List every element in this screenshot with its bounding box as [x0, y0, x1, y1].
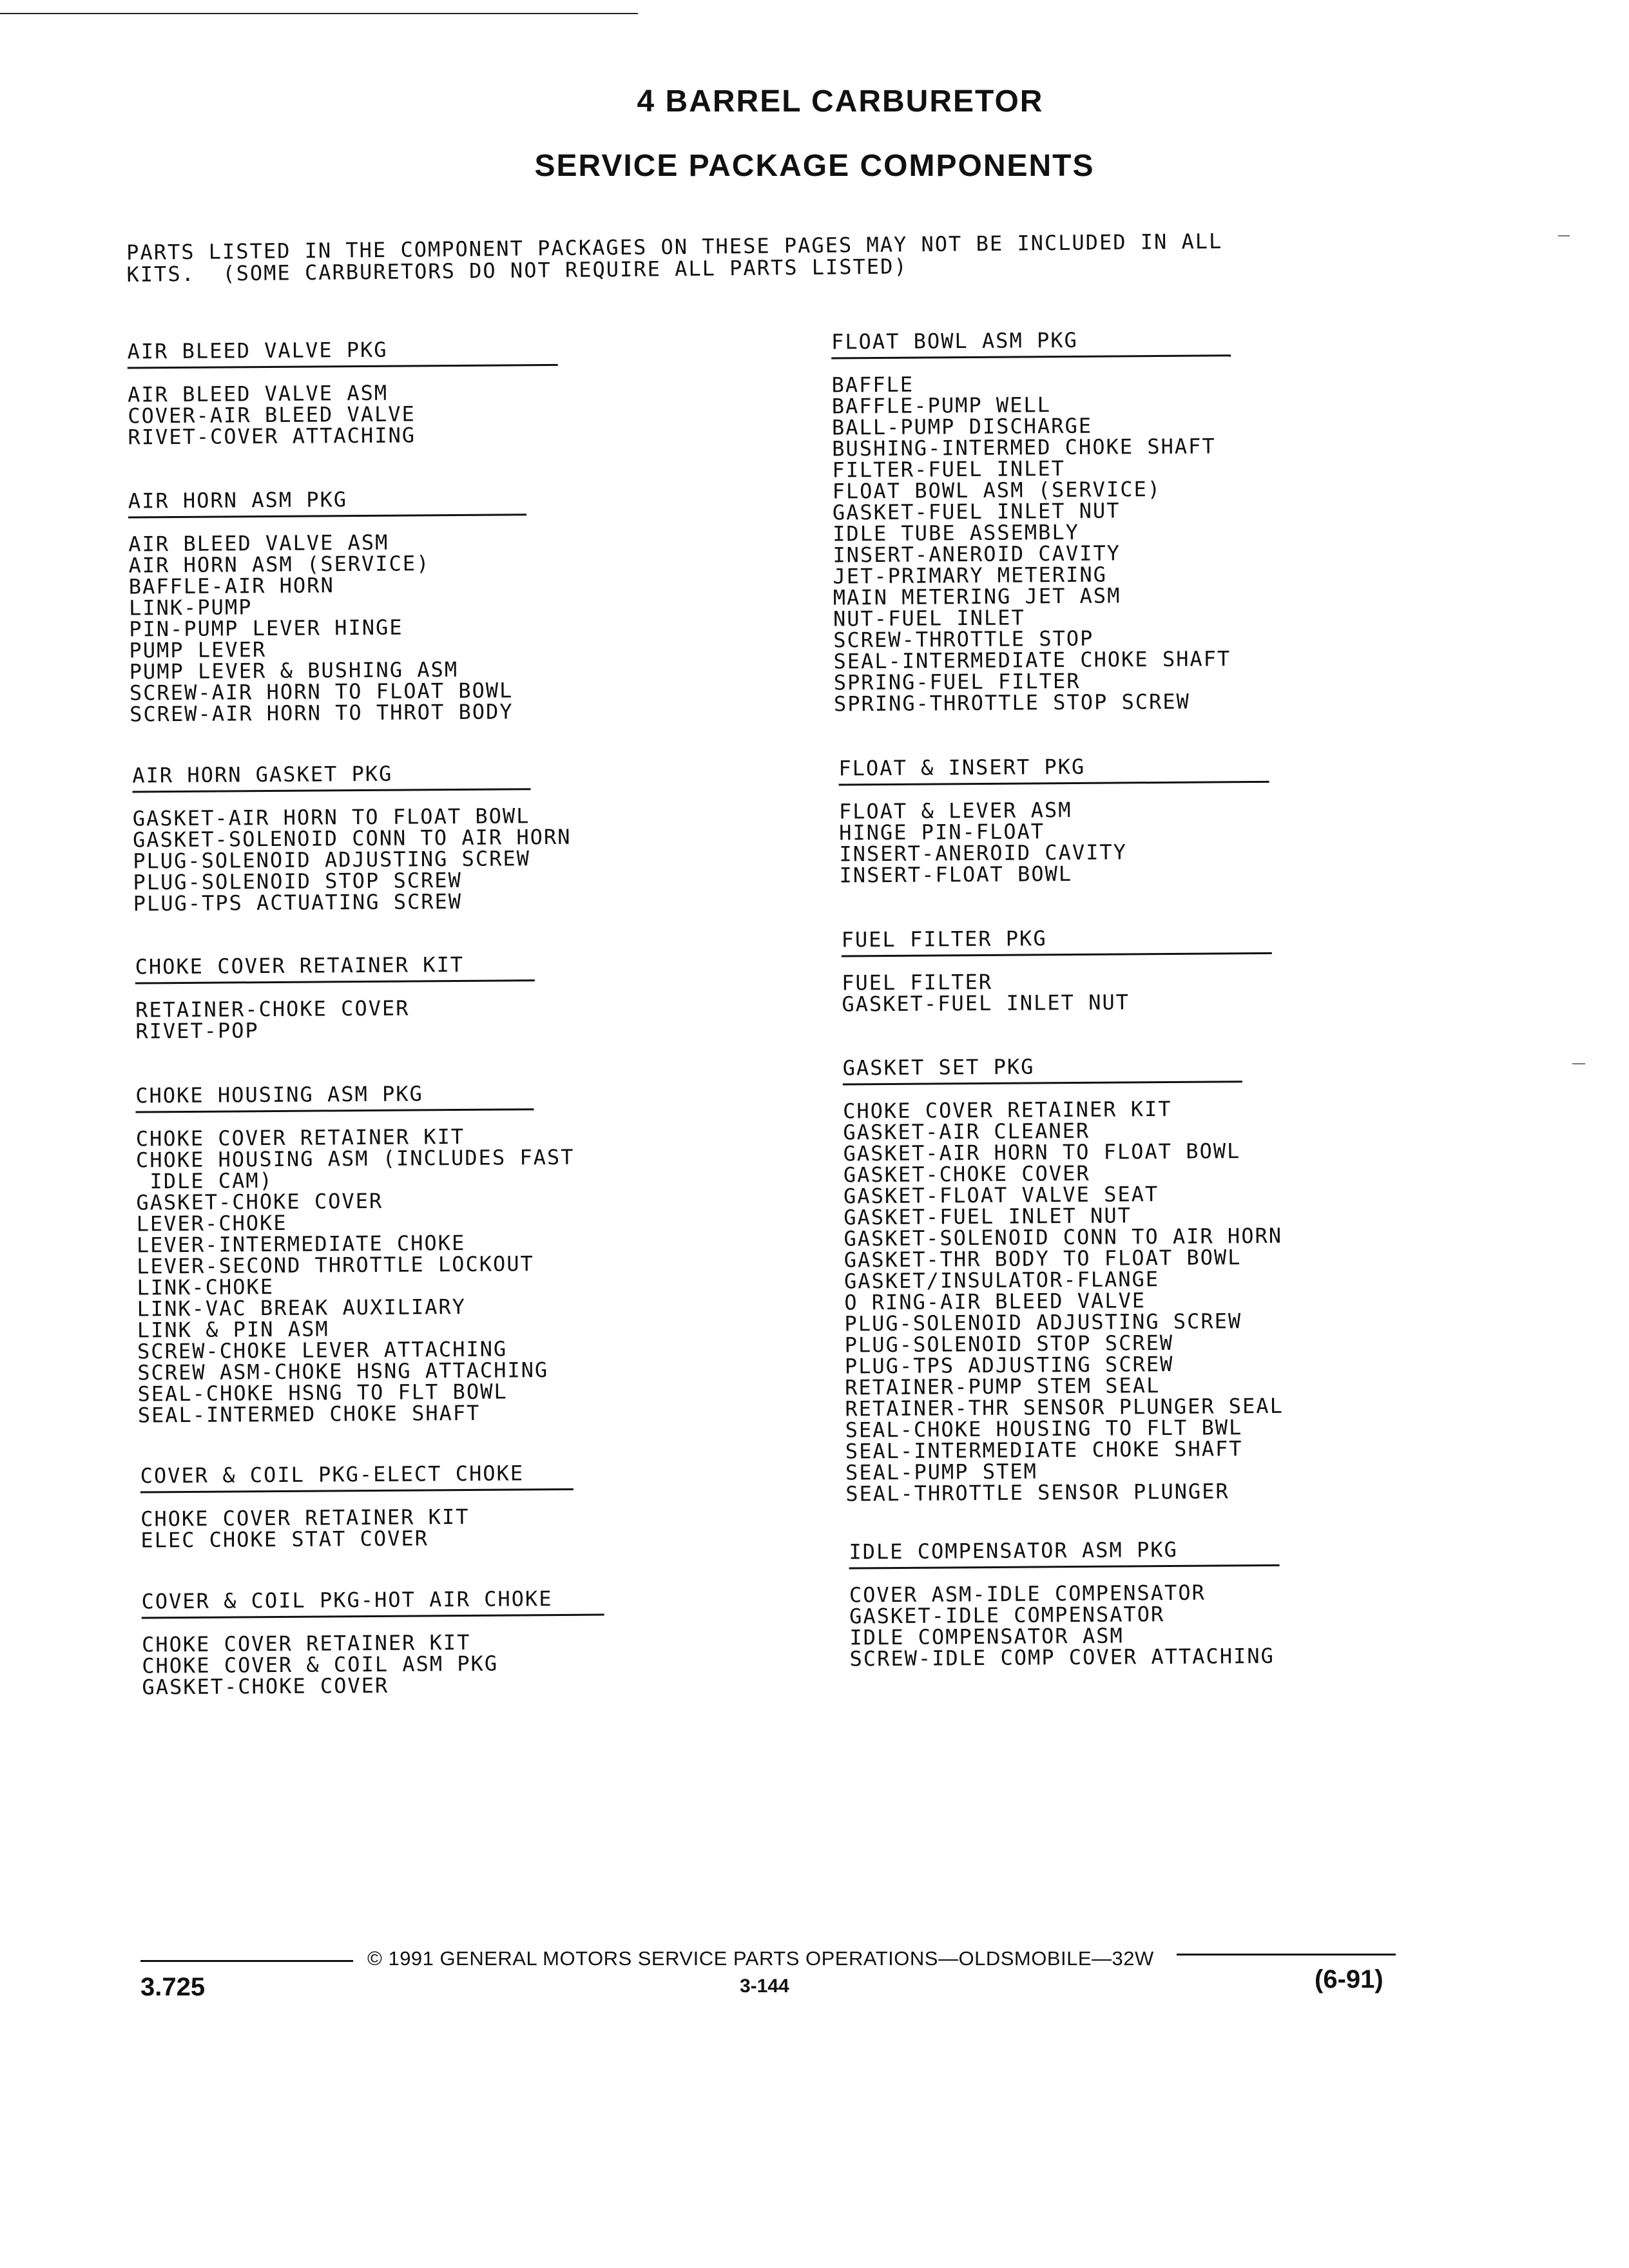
list-item: CHOKE COVER RETAINER KIT: [141, 1629, 471, 1657]
list-item: SCREW-AIR HORN TO THROT BODY: [130, 699, 514, 727]
list-item: FILTER-FUEL INLET: [832, 456, 1066, 483]
list-item: SEAL-PUMP STEM: [845, 1459, 1037, 1485]
package-heading: COVER & COIL PKG-HOT AIR CHOKE: [141, 1587, 604, 1619]
margin-mark: [1558, 235, 1570, 236]
package-items: [842, 969, 1306, 1015]
list-item: SPRING-FUEL FILTER: [833, 668, 1081, 695]
list-item: SEAL-INTERMEDIATE CHOKE SHAFT: [845, 1436, 1243, 1464]
list-item: GASKET-CHOKE COVER: [136, 1188, 383, 1215]
list-item: CHOKE COVER RETAINER KIT: [135, 1124, 465, 1151]
package-items: [128, 530, 593, 725]
package-idle-compensator-asm: [849, 1537, 1313, 1669]
top-rule: [0, 13, 638, 14]
list-item: GASKET-FUEL INLET NUT: [832, 498, 1121, 525]
page-title: 4 BARREL CARBURETOR: [637, 84, 1044, 119]
footer-code: 3.725: [140, 1973, 206, 2001]
list-item: CHOKE COVER RETAINER KIT: [140, 1504, 470, 1532]
footer-page-number: 3-144: [740, 1975, 789, 1997]
list-item: CHOKE COVER & COIL ASM PKG: [142, 1651, 499, 1678]
list-item: FUEL FILTER: [841, 969, 993, 995]
list-item: O RING-AIR BLEED VALVE: [844, 1288, 1146, 1315]
list-item: AIR HORN ASM (SERVICE): [128, 551, 430, 578]
list-item: GASKET-CHOKE COVER: [142, 1673, 389, 1700]
list-item: GASKET-AIR HORN TO FLOAT BOWL: [132, 803, 530, 831]
footer-rule-right: [1177, 1954, 1396, 1956]
list-item: FLOAT & LEVER ASM: [838, 797, 1072, 824]
list-item: SEAL-INTERMEDIATE CHOKE SHAFT: [833, 646, 1231, 674]
list-item: IDLE CAM): [136, 1168, 273, 1194]
list-item: GASKET-SOLENOID CONN TO AIR HORN: [843, 1223, 1283, 1251]
list-item: RETAINER-THR SENSOR PLUNGER SEAL: [845, 1393, 1284, 1421]
list-item: IDLE COMPENSATOR ASM: [849, 1623, 1124, 1650]
package-heading: COVER & COIL PKG-ELECT CHOKE: [140, 1461, 574, 1494]
package-cover-coil-elect-choke: [140, 1461, 605, 1551]
footer-copyright: © 1991 GENERAL MOTORS SERVICE PARTS OPERATIONS—OLDSMOBILE—32W: [367, 1947, 1154, 1970]
footer-date: (6-91): [1315, 1965, 1383, 1994]
package-fuel-filter: [842, 925, 1306, 1015]
list-item: HINGE PIN-FLOAT: [838, 819, 1045, 845]
package-items: [831, 371, 1298, 715]
list-item: PLUG-SOLENOID ADJUSTING SCREW: [844, 1309, 1242, 1336]
list-item: PLUG-SOLENOID STOP SCREW: [844, 1330, 1174, 1358]
package-items: [140, 1505, 604, 1551]
list-item: GASKET-CHOKE COVER: [843, 1160, 1090, 1187]
list-item: INSERT-ANEROID CAVITY: [833, 541, 1121, 568]
list-item: GASKET/INSULATOR-FLANGE: [843, 1267, 1160, 1294]
footer-rule-left: [140, 1960, 353, 1962]
list-item: GASKET-THR BODY TO FLOAT BOWL: [843, 1245, 1242, 1273]
list-item: ELEC CHOKE STAT COVER: [140, 1526, 429, 1553]
list-item: BAFFLE-AIR HORN: [128, 573, 334, 599]
package-items: [133, 805, 597, 914]
list-item: BALL-PUMP DISCHARGE: [831, 413, 1093, 440]
list-item: GASKET-AIR CLEANER: [843, 1118, 1090, 1145]
intro-note: PARTS LISTED IN THE COMPONENT PACKAGES ON THESE PAGES MAY NOT BE INCLUDED IN ALL KITS. (SOME CARBURETORS DO NOT REQUIRE ALL PARTS LISTED): [126, 229, 1223, 287]
margin-mark: [1572, 1063, 1585, 1064]
package-air-bleed-valve: [127, 336, 592, 448]
package-heading: GASKET SET PKG: [843, 1053, 1242, 1085]
list-item: GASKET-SOLENOID CONN TO AIR HORN: [132, 824, 572, 852]
list-item: SCREW-IDLE COMP COVER ATTACHING: [849, 1643, 1275, 1671]
list-item: JET-PRIMARY METERING: [833, 562, 1108, 589]
package-gasket-set: [843, 1053, 1310, 1504]
package-cover-coil-hot-air-choke: [141, 1586, 606, 1698]
package-items: [843, 1097, 1309, 1504]
package-items: [128, 381, 592, 448]
package-items: [142, 1631, 606, 1698]
list-item: LINK-CHOKE: [137, 1274, 275, 1300]
list-item: PIN-PUMP LEVER HINGE: [129, 615, 403, 642]
package-items: [136, 1125, 602, 1426]
list-item: GASKET-FLOAT VALVE SEAT: [843, 1182, 1159, 1209]
list-item: NUT-FUEL INLET: [833, 605, 1025, 631]
list-item: LINK-VAC BREAK AUXILIARY: [137, 1294, 467, 1321]
package-choke-housing-asm: [135, 1081, 602, 1426]
list-item: SCREW ASM-CHOKE HSNG ATTACHING: [137, 1358, 549, 1385]
list-item: INSERT-ANEROID CAVITY: [839, 840, 1128, 867]
list-item: BAFFLE: [831, 372, 914, 398]
list-item: RETAINER-CHOKE COVER: [135, 995, 410, 1023]
list-item: RETAINER-PUMP STEM SEAL: [845, 1373, 1161, 1400]
list-item: BUSHING-INTERMED CHOKE SHAFT: [832, 434, 1216, 461]
list-item: PLUG-TPS ACTUATING SCREW: [133, 889, 463, 916]
package-choke-cover-retainer: [135, 952, 600, 1042]
list-item: RIVET-COVER ATTACHING: [128, 423, 416, 450]
list-item: PLUG-SOLENOID ADJUSTING SCREW: [133, 846, 531, 874]
list-item: PLUG-SOLENOID STOP SCREW: [133, 867, 462, 895]
package-heading: AIR HORN GASKET PKG: [132, 761, 530, 793]
list-item: FLOAT BOWL ASM (SERVICE): [832, 476, 1162, 504]
package-heading: FLOAT & INSERT PKG: [838, 754, 1269, 786]
list-item: LEVER-SECOND THROTTLE LOCKOUT: [136, 1251, 534, 1279]
list-item: AIR BLEED VALVE ASM: [128, 530, 389, 557]
list-item: SEAL-INTERMED CHOKE SHAFT: [137, 1400, 481, 1428]
list-item: SEAL-CHOKE HSNG TO FLT BOWL: [137, 1379, 508, 1407]
package-heading: FUEL FILTER PKG: [842, 925, 1272, 957]
list-item: LEVER-INTERMEDIATE CHOKE: [136, 1230, 466, 1258]
list-item: SCREW-CHOKE LEVER ATTACHING: [137, 1336, 508, 1364]
package-float-insert: [838, 753, 1303, 886]
list-item: SPRING-THROTTLE STOP SCREW: [833, 689, 1190, 716]
list-item: LINK & PIN ASM: [137, 1316, 329, 1343]
package-air-horn-gasket: [132, 760, 597, 914]
list-item: COVER-AIR BLEED VALVE: [128, 401, 416, 428]
package-heading: IDLE COMPENSATOR ASM PKG: [849, 1537, 1279, 1570]
package-air-horn-asm: [128, 486, 594, 725]
list-item: SCREW-AIR HORN TO FLOAT BOWL: [129, 678, 514, 706]
list-item: CHOKE COVER RETAINER KIT: [843, 1096, 1172, 1124]
list-item: SCREW-THROTTLE STOP: [833, 626, 1094, 653]
list-item: SEAL-THROTTLE SENSOR PLUNGER: [845, 1479, 1229, 1506]
list-item: INSERT-FLOAT BOWL: [839, 861, 1073, 888]
list-item: RIVET-POP: [135, 1018, 259, 1044]
list-item: BAFFLE-PUMP WELL: [831, 392, 1052, 419]
list-item: COVER ASM-IDLE COMPENSATOR: [849, 1580, 1206, 1608]
list-item: IDLE TUBE ASSEMBLY: [832, 519, 1080, 546]
list-item: SEAL-CHOKE HOUSING TO FLT BWL: [845, 1415, 1243, 1443]
list-item: LINK-PUMP: [128, 595, 253, 620]
package-items: [839, 798, 1304, 886]
package-items: [849, 1581, 1314, 1669]
list-item: PUMP LEVER & BUSHING ASM: [129, 657, 459, 684]
list-item: GASKET-FUEL INLET NUT: [843, 1203, 1132, 1230]
list-item: AIR BLEED VALVE ASM: [127, 380, 389, 407]
list-item: GASKET-IDLE COMPENSATOR: [849, 1602, 1165, 1629]
page-subtitle: SERVICE PACKAGE COMPONENTS: [534, 149, 1095, 183]
list-item: CHOKE HOUSING ASM (INCLUDES FAST: [135, 1144, 575, 1173]
package-heading: CHOKE COVER RETAINER KIT: [135, 952, 535, 984]
package-heading: AIR HORN ASM PKG: [128, 486, 526, 518]
list-item: PLUG-TPS ADJUSTING SCREW: [844, 1351, 1174, 1379]
list-item: GASKET-FUEL INLET NUT: [842, 990, 1130, 1017]
package-float-bowl-asm: [831, 327, 1298, 715]
package-heading: AIR BLEED VALVE PKG: [127, 337, 557, 369]
list-item: MAIN METERING JET ASM: [833, 583, 1121, 610]
list-item: PUMP LEVER: [129, 637, 267, 663]
package-heading: CHOKE HOUSING ASM PKG: [135, 1081, 534, 1113]
list-item: LEVER-CHOKE: [136, 1210, 287, 1236]
list-item: GASKET-AIR HORN TO FLOAT BOWL: [843, 1139, 1241, 1166]
package-heading: FLOAT BOWL ASM PKG: [831, 327, 1231, 359]
package-items: [135, 996, 599, 1042]
